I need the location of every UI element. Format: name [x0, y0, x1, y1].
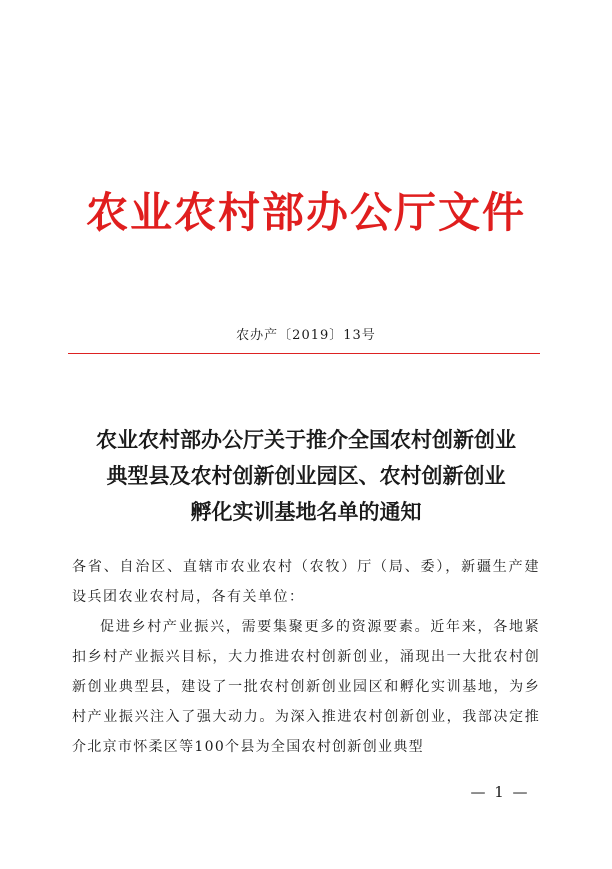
page-number: — 1 —: [470, 783, 530, 801]
notice-title: [60, 422, 552, 530]
notice-title-line-3: 孵化实训基地名单的通知: [190, 499, 422, 524]
notice-title-line-2: 典型县及农村创新创业园区、农村创新创业: [106, 463, 506, 488]
body-paragraph-1: 促进乡村产业振兴，需要集聚更多的资源要素。近年来，各地紧扣乡村产业振兴目标，大力推进农村创新创业，涌现出一大批农村创新创业典型县，建设了一批农村创新创业园区和孵化实训基地，为乡村产业振兴注入了强大动力。为深入推进农村创新创业，我部决定推介北京市怀柔区等100个县为全国农村创新创业典型: [72, 619, 540, 755]
document-number: 农办产〔2019〕13号: [236, 328, 376, 343]
salutation: 各省、自治区、直辖市农业农村（农牧）厅（局、委），新疆生产建设兵团农业农村局，各有关单位：: [72, 559, 540, 605]
notice-title-line-1: 农业农村部办公厅关于推介全国农村创新创业: [96, 427, 516, 452]
issuer-title: 农业农村部办公厅文件: [85, 188, 526, 237]
notice-body: [72, 552, 540, 762]
red-divider-line: [68, 353, 540, 354]
